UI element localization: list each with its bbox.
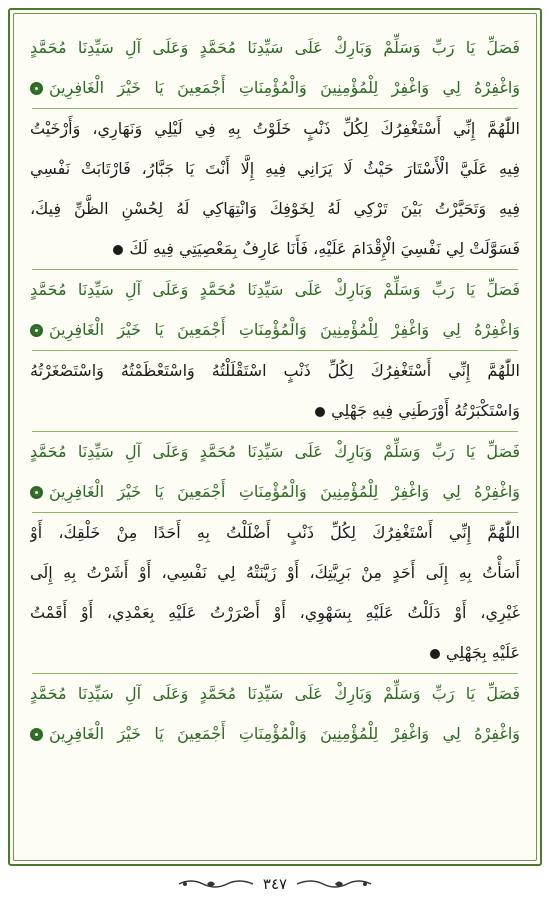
dua-line <box>30 189 520 229</box>
dua-block-3 <box>30 513 520 673</box>
dua-line-text: فِيهِ وَتَحَيَّرْتُ بَيْنَ تَرْكِي لَهُ لِخَوْفِكَ وَانْتِهَاكِي لَهُ لِحُسْنِ الظَّنِّ فِيكَ، <box>30 199 520 218</box>
dot-icon <box>430 649 440 659</box>
blessing-line-2 <box>30 472 520 512</box>
dot-icon <box>113 245 123 255</box>
blessing-line-1 <box>30 432 520 472</box>
dua-line <box>30 553 520 593</box>
dot-icon <box>315 407 325 417</box>
blessing-line-2 <box>30 310 520 350</box>
blessing-block-3 <box>30 432 520 512</box>
blessing-line-text: وَاغْفِرْهُ لِي وَاغْفِرْ لِلْمُؤْمِنِينَ وَالْمُؤْمِنَاتِ أَجْمَعِينَ يَا خَيْرَ الْغَافِرِينَ <box>49 482 520 501</box>
blessing-block-1 <box>30 28 520 108</box>
blessing-line-text: وَاغْفِرْهُ لِي وَاغْفِرْ لِلْمُؤْمِنِينَ وَالْمُؤْمِنَاتِ أَجْمَعِينَ يَا خَيْرَ الْغَافِرِينَ <box>49 724 520 743</box>
dua-line <box>30 229 520 269</box>
dua-line <box>30 391 520 431</box>
dua-line-text: أَسَأْتُ بِهِ إِلَى أَحَدٍ مِنْ بَرِيَّتِكَ، أَوْ زَيَّنَتْهُ لِي نَفْسِي، أَوْ أَشَرْتُ بِهِ إِلَى <box>30 563 520 582</box>
flower-icon <box>30 324 43 337</box>
dua-line <box>30 513 520 553</box>
blessing-block-4 <box>30 674 520 754</box>
dua-line-text: فَسَوَّلَتْ لِي نَفْسِيَ الْإِقْدَامَ عَلَيْهِ، فَأَنَا عَارِفٌ بِمَعْصِيَتِي فِيهِ لَكَ <box>129 239 520 258</box>
blessing-line-text: وَاغْفِرْهُ لِي وَاغْفِرْ لِلْمُؤْمِنِينَ وَالْمُؤْمِنَاتِ أَجْمَعِينَ يَا خَيْرَ الْغَافِرِينَ <box>49 320 520 339</box>
blessing-line-text: وَاغْفِرْهُ لِي وَاغْفِرْ لِلْمُؤْمِنِينَ وَالْمُؤْمِنَاتِ أَجْمَعِينَ يَا خَيْرَ الْغَافِرِينَ <box>49 78 520 97</box>
blessing-line-1 <box>30 270 520 310</box>
vine-ornament-icon <box>295 877 373 891</box>
text-block <box>13 13 537 861</box>
dua-line-text: اللّٰهُمَّ إِنِّي أَسْتَغْفِرُكَ لِكُلِّ ذَنْبٍ اسْتَقْلَلْتُهُ وَاسْتَعْظَمْتُهُ وَاسْتَصْغَرْتُهُ <box>30 361 520 380</box>
vine-ornament-icon <box>177 877 255 891</box>
page-frame <box>8 8 542 866</box>
blessing-line-2 <box>30 68 520 108</box>
dua-line <box>30 109 520 149</box>
dua-line-text: غَيْرِي، أَوْ دَلَلْتُ عَلَيْهِ بِسَهْوِي، أَوْ أَصْرَرْتُ عَلَيْهِ بِعَمْدِي، أَوْ أَقَمْتُ <box>30 603 520 622</box>
blessing-line-text: فَصَلِّ يَا رَبِّ وَسَلِّمْ وَبَارِكْ عَلَى سَيِّدِنَا مُحَمَّدٍ وَعَلَى آلِ سَيِّدِنَا مُحَمَّدٍ <box>30 442 520 461</box>
dua-block-2 <box>30 351 520 431</box>
blessing-line-text: فَصَلِّ يَا رَبِّ وَسَلِّمْ وَبَارِكْ عَلَى سَيِّدِنَا مُحَمَّدٍ وَعَلَى آلِ سَيِّدِنَا مُحَمَّدٍ <box>30 280 520 299</box>
dua-line <box>30 149 520 189</box>
blessing-line-1 <box>30 674 520 714</box>
blessing-line-text: فَصَلِّ يَا رَبِّ وَسَلِّمْ وَبَارِكْ عَلَى سَيِّدِنَا مُحَمَّدٍ وَعَلَى آلِ سَيِّدِنَا مُحَمَّدٍ <box>30 684 520 703</box>
page-number: ٣٤٧ <box>262 875 288 893</box>
dua-block-1 <box>30 109 520 269</box>
dua-line-text: وَاسْتَكْبَرْتُهُ أَوْرَطَنِي فِيهِ جَهْلِي <box>331 401 520 420</box>
page-footer <box>0 870 550 898</box>
dua-line-text: فِيهِ عَلَيَّ الْأَسْتَارَ حَيْثُ لَا يَرَانِي فِيهِ إِلَّا أَنْتَ يَا جَبَّارُ، فَارْتَابَتْ نَفْسِي <box>30 159 520 178</box>
flower-icon <box>30 728 43 741</box>
dua-line <box>30 351 520 391</box>
flower-icon <box>30 82 43 95</box>
dua-line-text: اللّٰهُمَّ إِنِّي أَسْتَغْفِرُكَ لِكُلِّ ذَنْبٍ أَضْلَلْتُ بِهِ أَحَدًا مِنْ خَلْقِكَ، أَوْ <box>30 523 520 542</box>
blessing-line-1 <box>30 28 520 68</box>
blessing-line-text: فَصَلِّ يَا رَبِّ وَسَلِّمْ وَبَارِكْ عَلَى سَيِّدِنَا مُحَمَّدٍ وَعَلَى آلِ سَيِّدِنَا مُحَمَّدٍ <box>30 38 520 57</box>
dua-line <box>30 593 520 633</box>
dua-line-text: عَلَيْهِ بِجَهْلِي <box>445 643 520 662</box>
blessing-block-2 <box>30 270 520 350</box>
blessing-line-2 <box>30 714 520 754</box>
flower-icon <box>30 486 43 499</box>
dua-line-text: اللّٰهُمَّ إِنِّي أَسْتَغْفِرُكَ لِكُلِّ ذَنْبٍ خَلَوْتُ بِهِ فِي لَيْلِي وَنَهَارِي، وَأَرْخَيْتُ <box>30 119 520 138</box>
dua-line <box>30 633 520 673</box>
